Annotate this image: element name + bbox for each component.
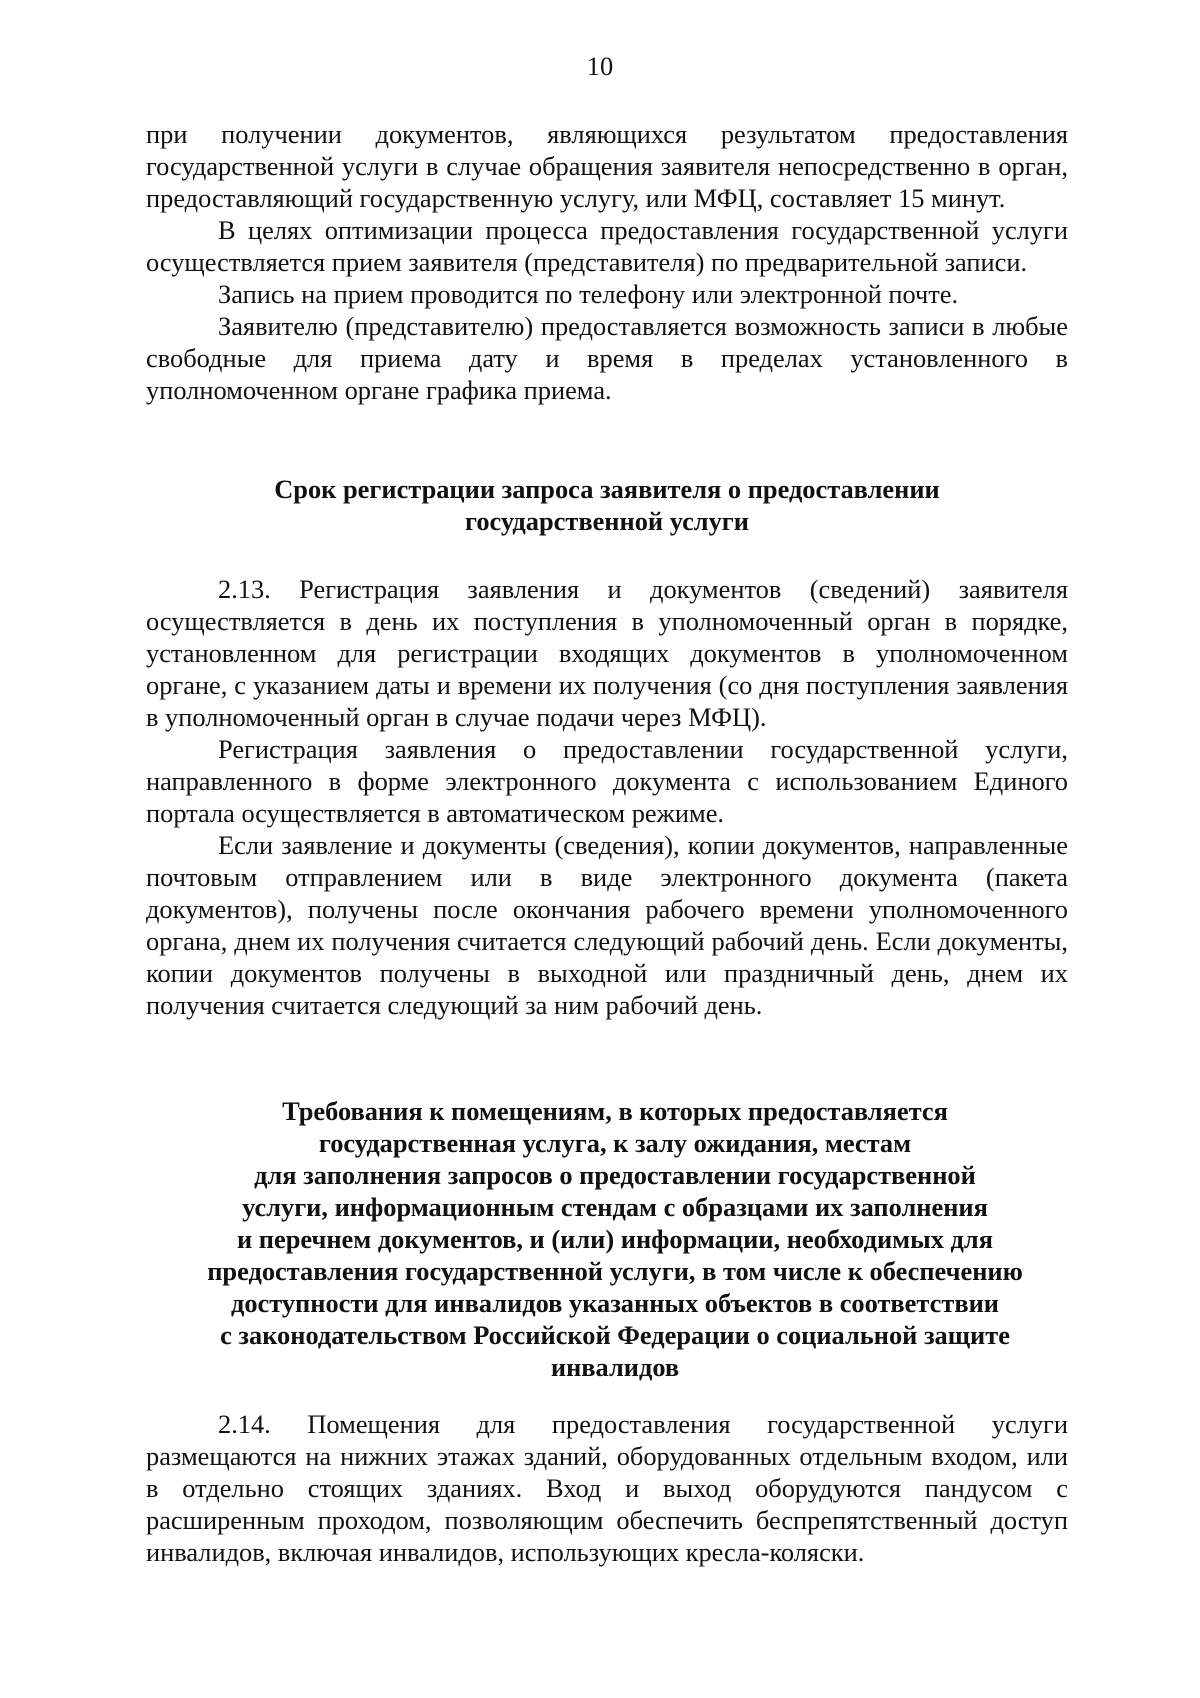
section-heading-registration-term [146,473,1068,537]
section-heading-premises-requirements [180,1095,1050,1383]
heading-line: с законодательством Российской Федерации о социальной защите [220,1320,1010,1350]
section-intro [146,118,1068,406]
paragraph: Регистрация заявления о предоставлении государственной услуги, направленного в форме электронного документа с использованием Единого портала осуществляется в автоматическом режиме. [146,734,1068,828]
heading-line: инвалидов [550,1352,680,1382]
page-number: 10 [586,51,614,81]
paragraph: Если заявление и документы (сведения), копии документов, направленные почтовым отправлением или в виде электронного документа (пакета документов), получены после окончания рабочего времени уполномоченного органа, днем их получения считается следующий рабочий день. Если документы, копии документов получены в выходной или праздничный день, днем их получения считается следующий за ним рабочий день. [146,830,1068,1020]
paragraph: В целях оптимизации процесса предоставления государственной услуги осуществляется прием заявителя (представителя) по предварительной записи. [146,215,1068,277]
section-2-14 [146,1408,1068,1568]
heading-line: для заполнения запросов о предоставлении государственной [254,1160,976,1190]
heading-line: Срок регистрации запроса заявителя о предоставлении [274,474,940,504]
paragraph: Запись на прием проводится по телефону или электронной почте. [218,279,959,309]
heading-line: государственной услуги [465,506,749,536]
heading-line: государственная услуга, к залу ожидания, местам [318,1128,912,1158]
heading-line: услуги, информационным стендам с образцами их заполнения [242,1192,988,1222]
paragraph: 2.14. Помещения для предоставления государственной услуги размещаются на нижних этажах зданий, оборудованных отдельным входом, или в отдельно стоящих зданиях. Вход и выход оборудуются пандусом с расширенным проходом, позволяющим обеспечить беспрепятственный доступ инвалидов, включая инвалидов, использующих кресла-коляски. [146,1409,1068,1567]
section-2-13 [146,573,1068,1021]
paragraph: 2.13. Регистрация заявления и документов (сведений) заявителя осуществляется в день их поступления в уполномоченный орган в порядке, установленном для регистрации входящих документов в уполномоченном органе, с указанием даты и времени их получения (со дня поступления заявления в уполномоченный орган в случае подачи через МФЦ). [146,574,1068,732]
heading-line: предоставления государственной услуги, в том числе к обеспечению [207,1256,1023,1286]
heading-line: Требования к помещениям, в которых предоставляется [282,1096,948,1126]
paragraph: Заявителю (представителю) предоставляется возможность записи в любые свободные для приема дату и время в пределах установленного в уполномоченном органе графика приема. [146,311,1068,405]
heading-line: и перечнем документов, и (или) информации, необходимых для [237,1224,993,1254]
heading-line: доступности для инвалидов указанных объектов в соответствии [230,1288,1000,1318]
paragraph: при получении документов, являющихся результатом предоставления государственной услуги в случае обращения заявителя непосредственно в орган, предоставляющий государственную услугу, или МФЦ, составляет 15 минут. [146,119,1068,213]
